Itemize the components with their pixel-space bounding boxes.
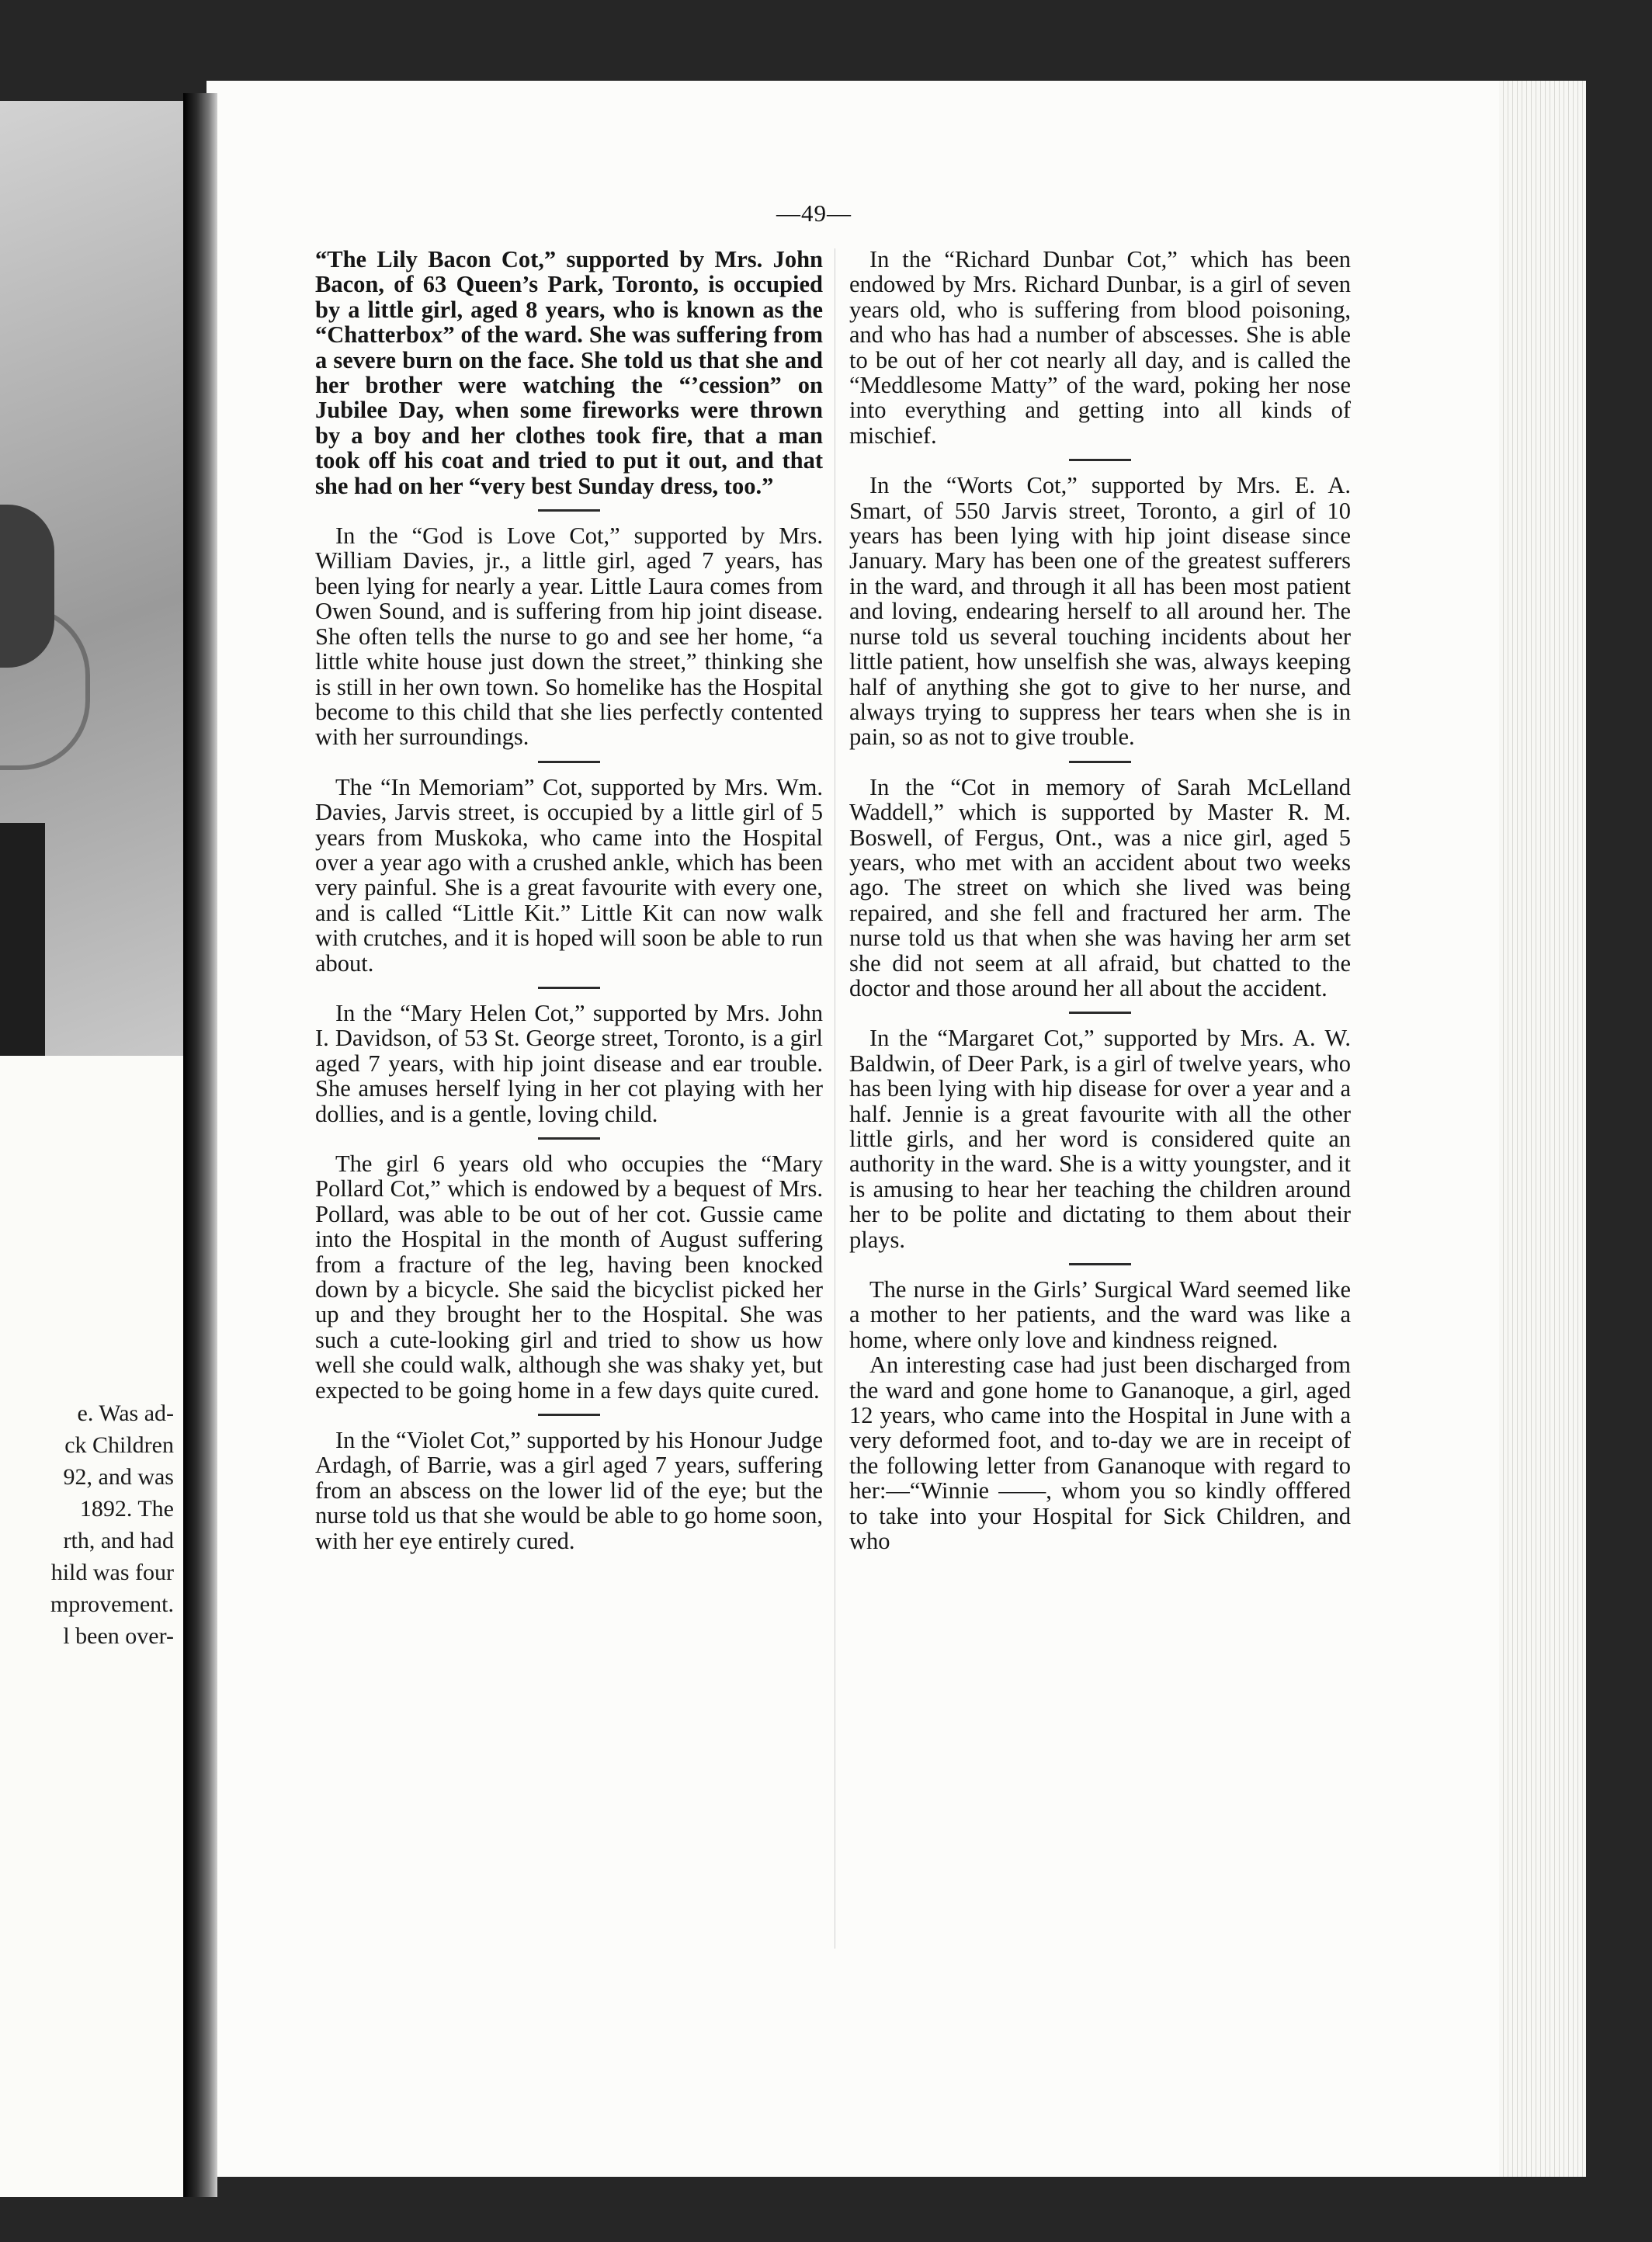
article-violet-cot: [315, 1428, 823, 1553]
right-column: [849, 247, 1351, 1554]
article-mary-pollard-cot: [315, 1151, 823, 1403]
article-margaret-cot: [849, 1026, 1351, 1252]
section-divider: [538, 987, 600, 989]
left-column: [315, 247, 823, 1553]
article-paragraph: An interesting case had just been discharged from the ward and gone home to Gananoque, a girl, aged 12 years, who came into the Hospital in June with a very deformed foot, and to-day we are in receipt of the following letter from Gananoque with regard to her:—“Winnie ——, whom you so kindly offfered to take into your Hospital for Sick Children, and who: [849, 1352, 1351, 1555]
article-sarah-mclelland-waddell-cot: [849, 775, 1351, 1001]
section-divider: [1069, 1012, 1131, 1014]
facing-page-line: ck Children: [64, 1432, 174, 1458]
article-paragraph: In the “Violet Cot,” supported by his Honour Judge Ardagh, of Barrie, was a girl aged 7 years, suffering from an abscess on the lower lid of the eye; but the nurse told us that she would be able to go home soon, with her eye entirely cured.: [315, 1427, 823, 1554]
section-divider: [538, 1414, 600, 1416]
article-lily-bacon-cot: [315, 247, 823, 498]
facing-page-line: 92, and was: [63, 1464, 174, 1490]
article-girls-surgical-ward: [849, 1277, 1351, 1553]
article-paragraph: In the “Richard Dunbar Cot,” which has been endowed by Mrs. Richard Dunbar, is a girl of seven years old, who is suffering from blood poisoning, and who has had a number of abscesses. She is able to be out of her cot nearly all day, and is called the “Meddlesome Matty” of the ward, poking her nose into everything and getting into all kinds of mischief.: [849, 246, 1351, 449]
photo-figure-shadow: [0, 823, 45, 1056]
article-paragraph: The “In Memoriam” Cot, supported by Mrs. Wm. Davies, Jarvis street, is occupied by a little girl of 5 years from Muskoka, who came into the Hospital over a year ago with a crushed ankle, which has been very painful. She is a great favourite with every one, and is called “Little Kit.” Little Kit can now walk with crutches, and it is hoped will soon be able to run about.: [315, 773, 823, 977]
section-divider: [1069, 459, 1131, 461]
section-divider: [1069, 1263, 1131, 1265]
article-paragraph: In the “Cot in memory of Sarah McLelland Waddell,” which is supported by Master R. M. Boswell, of Fergus, Ont., was a nice girl, aged 5 years, who met with an accident about two weeks ago. The street on which she lived was being repaired, and she fell and fractured her arm. The nurse told us that when she was having her arm set she did not seem at all afraid, but chatted to the doctor and those around her all about the accident.: [849, 773, 1351, 1001]
facing-page-line: mprovement.: [50, 1591, 174, 1617]
article-paragraph: In the “God is Love Cot,” supported by Mrs. William Davies, jr., a little girl, aged 7 years, has been lying for nearly a year. Little Laura comes from Owen Sound, and is suffering from hip joint disease. She often tells the nurse to go and see her home, “a little white house just down the street,” thinking she is still in her own town. So homelike has the Hospital become to this child that she lies perfectly contented with her surroundings.: [315, 522, 823, 751]
facing-page-text: [0, 1397, 203, 1652]
article-paragraph: The girl 6 years old who occupies the “Mary Pollard Cot,” which is endowed by a bequest of Mrs. Pollard, was able to be out of her cot. Gussie came into the Hospital in the month of August suffering from a fracture of the leg, having been knocked down by a bicycle. She said the bicyclist picked her up and they brought her to the Hospital. She was such a cute-looking girl and tried to show us how well she could walk, although she was shaky yet, but expected to be going home in a few days quite cured.: [315, 1150, 823, 1404]
article-paragraph: “The Lily Bacon Cot,” supported by Mrs. John Bacon, of 63 Queen’s Park, Toronto, is occupied by a little girl, aged 8 years, who is known as the “Chatterbox” of the ward. She was suffering from a severe burn on the face. She told us that she and her brother were watching the “’cession” on Jubilee Day, when some fireworks were thrown by a boy and her clothes took fire, that a man took off his coat and tried to put it out, and that she had on her “very best Sunday dress, too.”: [315, 246, 823, 499]
book-gutter: [183, 93, 217, 2197]
facing-page-line: hild was four: [50, 1560, 174, 1585]
article-paragraph: In the “Mary Helen Cot,” supported by Mrs. John I. Davidson, of 53 St. George street, Toronto, is a girl aged 7 years, with hip joint disease and ear trouble. She amuses herself lying in her cot playing with her dollies, and is a gentle, loving child.: [315, 999, 823, 1127]
article-worts-cot: [849, 473, 1351, 749]
article-mary-helen-cot: [315, 1001, 823, 1126]
section-divider: [1069, 761, 1131, 763]
article-paragraph: In the “Worts Cot,” supported by Mrs. E. A. Smart, of 550 Jarvis street, Toronto, a girl of 10 years has been lying with hip joint disease since January. Mary has been one of the greatest sufferers in the ward, and through it all has been most patient and loving, endearing herself to all around her. The nurse told us several touching incidents about her little patient, how unselfish she was, always keeping half of anything she got to give to her nurse, and always trying to suppress her tears when she is in pain, so as not to give trouble.: [849, 472, 1351, 751]
section-divider: [538, 509, 600, 512]
article-god-is-love-cot: [315, 523, 823, 750]
section-divider: [538, 761, 600, 763]
page-edges: [1499, 81, 1586, 2177]
facing-page-line: l been over-: [63, 1623, 174, 1649]
page-number: —49—: [776, 200, 852, 227]
article-in-memoriam-cot: [315, 775, 823, 976]
facing-page-line: 1892. The: [79, 1496, 174, 1522]
facing-page-line: e. Was ad-: [77, 1400, 174, 1426]
section-divider: [538, 1137, 600, 1140]
facing-page-photograph: [0, 101, 183, 1056]
article-richard-dunbar-cot: [849, 247, 1351, 448]
photo-figure-dark-area: [0, 505, 54, 668]
article-paragraph: The nurse in the Girls’ Surgical Ward seemed like a mother to her patients, and the ward was like a home, where only love and kindness reigned.: [849, 1276, 1351, 1353]
article-paragraph: In the “Margaret Cot,” supported by Mrs. A. W. Baldwin, of Deer Park, is a girl of twelve years, who has been lying with hip disease for over a year and a half. Jennie is a great favourite with all the other little girls, and her word is considered quite an authority in the ward. She is a witty youngster, and it is amusing to hear her teaching the children around her to be polite and dictating to them about their plays.: [849, 1025, 1351, 1253]
facing-page-line: rth, and had: [63, 1528, 174, 1553]
